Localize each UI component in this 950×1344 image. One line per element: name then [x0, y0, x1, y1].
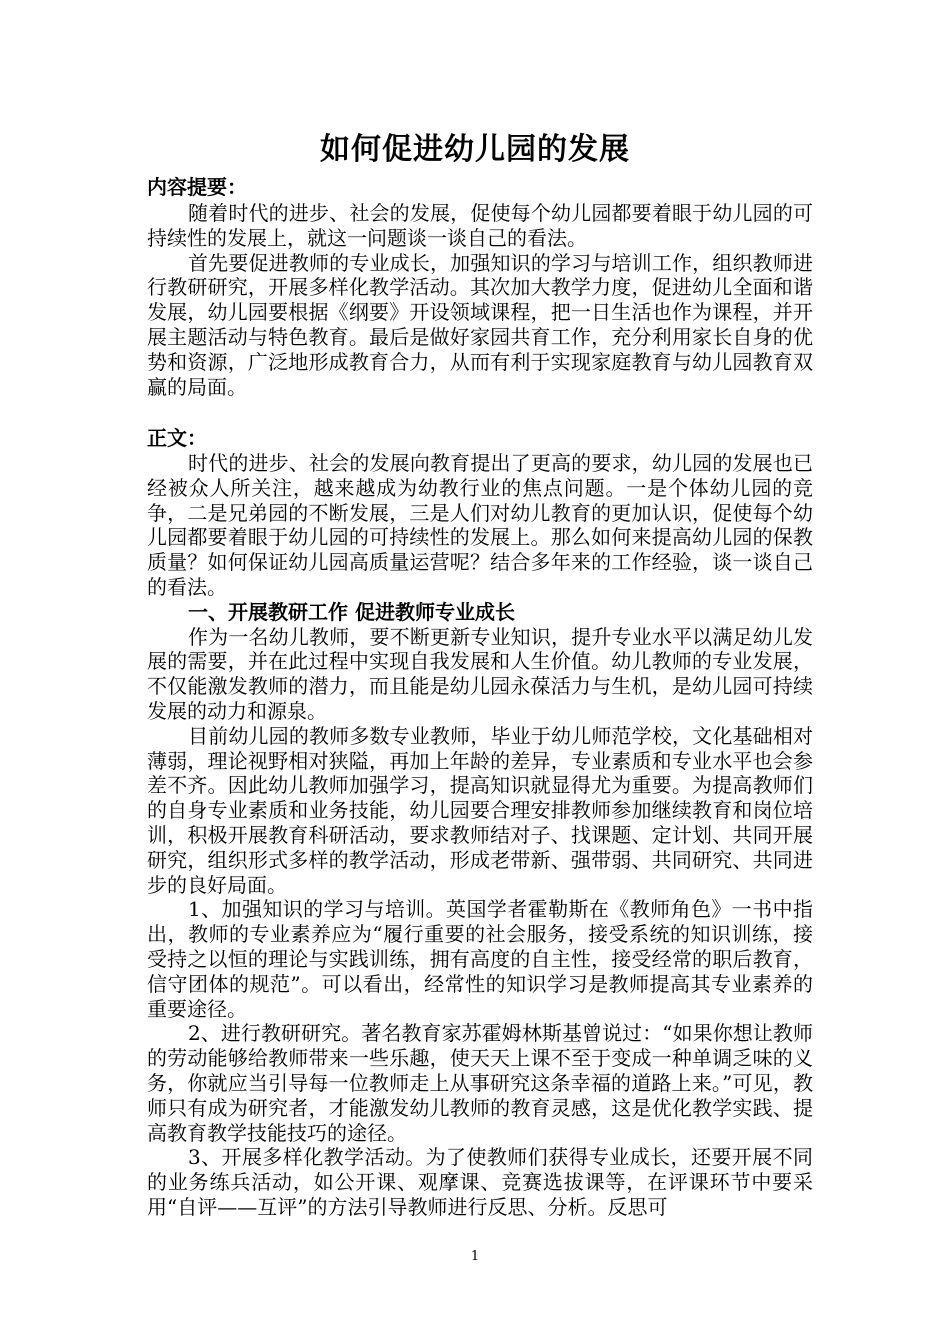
body-section — [147, 451, 813, 1220]
body-paragraph: 目前幼儿园的教师多数专业教师，毕业于幼儿师范学校，文化基础相对薄弱，理论视野相对狭隘，再加上年龄的差异，专业素质和专业水平也会参差不齐。因此幼儿教师加强学习，提高知识就显得尤为重要。为提高教师们的自身专业素质和业务技能，幼儿园要合理安排教师参加继续教育和岗位培训，积极开展教育科研活动，要求教师结对子、找课题、定计划、共同开展研究，组织形式多样的教学活动，形成老带新、强带弱、共同研究、共同进步的良好局面。 — [147, 723, 813, 897]
page-number: 1 — [470, 1249, 480, 1264]
abstract-section — [147, 201, 813, 399]
abstract-paragraph: 随着时代的进步、社会的发展，促使每个幼儿园都要着眼于幼儿园的可持续性的发展上，就这一问题谈一谈自己的看法。 — [147, 201, 813, 250]
body-paragraph: 2、进行教研研究。著名教育家苏霍姆林斯基曾说过：“如果你想让教师的劳动能够给教师带来一些乐趣，使天天上课不至于变成一种单调乏味的义务，你就应当引导每一位教师走上从事研究这条幸福的道路上来。”可见，教师只有成为研究者，才能激发幼儿教师的教育灵感，这是优化教学实践、提高教育教学技能技巧的途径。 — [147, 1021, 813, 1145]
section-heading: 一、开展教研工作 促进教师专业成长 — [188, 599, 515, 624]
body-paragraph: 时代的进步、社会的发展向教育提出了更高的要求，幼儿园的发展也已经被众人所关注，越来越成为幼教行业的焦点问题。一是个体幼儿园的竞争，二是兄弟园的不断发展，三是人们对幼儿教育的更加认识，促使每个幼儿园都要着眼于幼儿园的可持续性的发展上。那么如何来提高幼儿园的保教质量？如何保证幼儿园高质量运营呢？结合多年来的工作经验，谈一谈自己的看法。 — [147, 451, 813, 599]
abstract-heading: 内容提要： — [147, 175, 247, 199]
body-paragraph: 3、开展多样化教学活动。为了使教师们获得专业成长，还要开展不同的业务练兵活动，如公开课、观摩课、竞赛选拔课等，在评课环节中要采用“自评——互评”的方法引导教师进行反思、分析。反思可 — [147, 1145, 813, 1219]
body-heading: 正文： — [147, 426, 207, 450]
abstract-paragraph: 首先要促进教师的专业成长，加强知识的学习与培训工作，组织教师进行教研研究，开展多样化教学活动。其次加大教学力度，促进幼儿全面和谐发展，幼儿园要根据《纲要》开设领域课程，把一日生活也作为课程，并开展主题活动与特色教育。最后是做好家园共育工作，充分利用家长自身的优势和资源，广泛地形成教育合力，从而有利于实现家庭教育与幼儿园教育双赢的局面。 — [147, 250, 813, 399]
document-title: 如何促进幼儿园的发展 — [320, 132, 630, 167]
body-paragraph: 1、加强知识的学习与培训。英国学者霍勒斯在《教师角色》一书中指出，教师的专业素养应为“履行重要的社会服务，接受系统的知识训练，接受持之以恒的理论与实践训练，拥有高度的自主性，接受经常的职后教育，信守团体的规范”。可以看出，经常性的知识学习是教师提高其专业素养的重要途径。 — [147, 897, 813, 1021]
body-paragraph: 作为一名幼儿教师，要不断更新专业知识，提升专业水平以满足幼儿发展的需要，并在此过程中实现自我发展和人生价值。幼儿教师的专业发展，不仅能激发教师的潜力，而且能是幼儿园永葆活力与生机，是幼儿园可持续发展的动力和源泉。 — [147, 624, 813, 723]
